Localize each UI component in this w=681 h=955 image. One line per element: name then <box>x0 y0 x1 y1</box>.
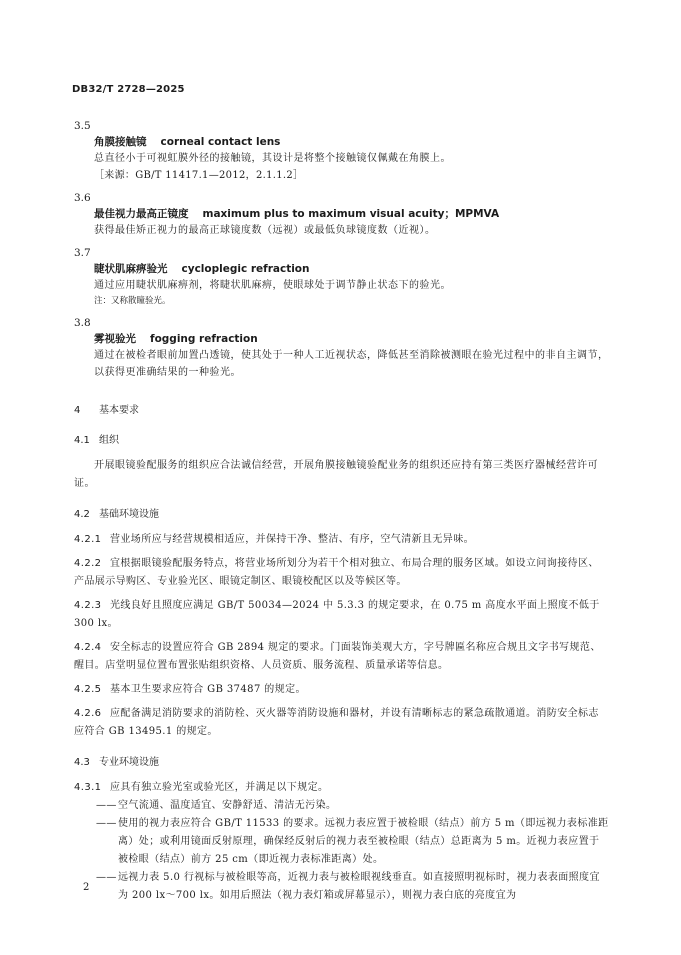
clause-number: 4.2.5 <box>74 684 102 695</box>
page-number: 2 <box>83 882 90 893</box>
term-zh: 睫状肌麻痹验光 <box>94 263 168 275</box>
clause-number: 4.2.4 <box>74 642 102 653</box>
dash-mark: —— <box>96 800 117 811</box>
clause <box>74 779 609 797</box>
clause-text: 基本卫生要求应符合 GB 37487 的规定。 <box>110 684 306 695</box>
subsection-title: 组织 <box>99 435 119 446</box>
subsection-title: 基础环境设施 <box>99 509 159 520</box>
list-item-text: 使用的视力表应符合 GB/T 11533 的要求。远视力表应置于被检眼（结点）前方 5 m（即远视力表标准距离）处；或利用镜面反射原理，确保经反射后的视力表至被检眼（结点）总距离为 5 m。近视力表应置于被检眼（结点）前方 25 cm（即近视力表标准距离）处。 <box>118 818 609 865</box>
clause-text: 宜根据眼镜验配服务特点，将营业场所划分为若干个相对独立、布局合理的服务区域。如设立问询接待区、产品展示导购区、专业验光区、眼镜定制区、眼镜校配区以及等候区等。 <box>74 558 599 587</box>
clause-text: 安全标志的设置应符合 GB 2894 规定的要求。门面装饰美观大方，字号牌匾名称应合规且文字书写规范、醒目。店堂明显位置布置张贴组织资格、人员资质、服务流程、质量承诺等信息。 <box>74 642 601 671</box>
clause <box>74 555 609 591</box>
term-en: maximum plus to maximum visual acuity；MPMVA <box>202 208 500 220</box>
term-entry <box>74 246 609 309</box>
subsection-heading <box>74 755 609 771</box>
term-entry <box>74 119 609 184</box>
term-source: ［来源：GB/T 11417.1—2012，2.1.1.2］ <box>94 170 304 181</box>
term-definition: 通过在被检者眼前加置凸透镜，使其处于一种人工近视状态，降低甚至消除被测眼在验光过程中的非自主调节，以获得更准确结果的一种验光。 <box>94 350 609 378</box>
clause-number: 4.2.2 <box>74 558 102 569</box>
subsection-heading <box>74 507 609 523</box>
term-definition: 获得最佳矫正视力的最高正球镜度数（远视）或最低负球镜度数（近视）。 <box>94 225 436 236</box>
term-number: 3.8 <box>74 317 91 329</box>
dash-list-item <box>74 869 609 905</box>
term-entry <box>74 316 609 381</box>
list-item-text: 远视力表 5.0 行视标与被检眼等高，近视力表与被检眼视线垂直。如直接照明视标时，视力表表面照度宜为 200 lx～700 lx。如用后照法（视力表灯箱或屏幕显示），则视力表白底的亮度宜为 <box>118 872 600 901</box>
clause <box>74 531 609 549</box>
term-number: 3.7 <box>74 247 91 259</box>
term-number: 3.6 <box>74 192 91 204</box>
term-definition: 总直径小于可视虹膜外径的接触镜，其设计是将整个接触镜仅佩戴在角膜上。 <box>94 153 451 164</box>
clause <box>74 705 609 741</box>
term-entry <box>74 191 609 239</box>
term-title <box>74 134 609 150</box>
term-title <box>74 206 609 222</box>
term-zh: 角膜接触镜 <box>94 136 147 148</box>
term-zh: 雾视验光 <box>94 333 136 345</box>
term-number: 3.5 <box>74 120 91 132</box>
subsection-number: 4.3 <box>74 757 90 768</box>
dash-list-item <box>74 797 609 815</box>
section-title: 基本要求 <box>99 405 139 416</box>
term-en: fogging refraction <box>150 333 258 345</box>
dash-list-item <box>74 815 609 869</box>
subsection-heading <box>74 433 609 449</box>
clause-number: 4.2.1 <box>74 534 102 545</box>
term-zh: 最佳视力最高正镜度 <box>94 208 189 220</box>
dash-mark: —— <box>96 818 117 829</box>
section-heading <box>74 403 609 419</box>
dash-mark: —— <box>96 872 117 883</box>
clause-text: 营业场所应与经营规模相适应，并保持干净、整洁、有序，空气清新且无异味。 <box>110 534 474 545</box>
clause-number: 4.2.6 <box>74 708 102 719</box>
term-note: 注：又称散瞳验光。 <box>94 296 171 306</box>
term-definition: 通过应用睫状肌麻痹剂，将睫状肌麻痹，使眼球处于调节静止状态下的验光。 <box>94 280 451 291</box>
page-content <box>74 112 609 905</box>
clause-number: 4.3.1 <box>74 782 102 793</box>
clause-text: 应具有独立验光室或验光区，并满足以下规定。 <box>110 782 329 793</box>
clause <box>74 639 609 675</box>
subsection-number: 4.2 <box>74 509 90 520</box>
term-en: corneal contact lens <box>160 136 281 148</box>
standard-code-header: DB32/T 2728—2025 <box>72 84 185 95</box>
clause-text: 应配备满足消防要求的消防栓、灭火器等消防设施和器材，并设有清晰标志的紧急疏散通道。消防安全标志应符合 GB 13495.1 的规定。 <box>74 708 599 737</box>
subsection-title: 专业环境设施 <box>99 757 159 768</box>
list-item-text: 空气流通、温度适宜、安静舒适、清洁无污染。 <box>118 800 337 811</box>
paragraph: 开展眼镜验配服务的组织应合法诚信经营，开展角膜接触镜验配业务的组织还应持有第三类医疗器械经营许可证。 <box>74 460 598 489</box>
subsection-number: 4.1 <box>74 435 90 446</box>
clause <box>74 681 609 699</box>
term-en: cycloplegic refraction <box>181 263 310 275</box>
clause-number: 4.2.3 <box>74 600 102 611</box>
section-number: 4 <box>74 405 81 416</box>
clause-text: 光线良好且照度应满足 GB/T 50034—2024 中 5.3.3 的规定要求，在 0.75 m 高度水平面上照度不低于 300 lx。 <box>74 600 600 629</box>
term-title <box>74 261 609 277</box>
clause <box>74 597 609 633</box>
term-title <box>74 331 609 347</box>
